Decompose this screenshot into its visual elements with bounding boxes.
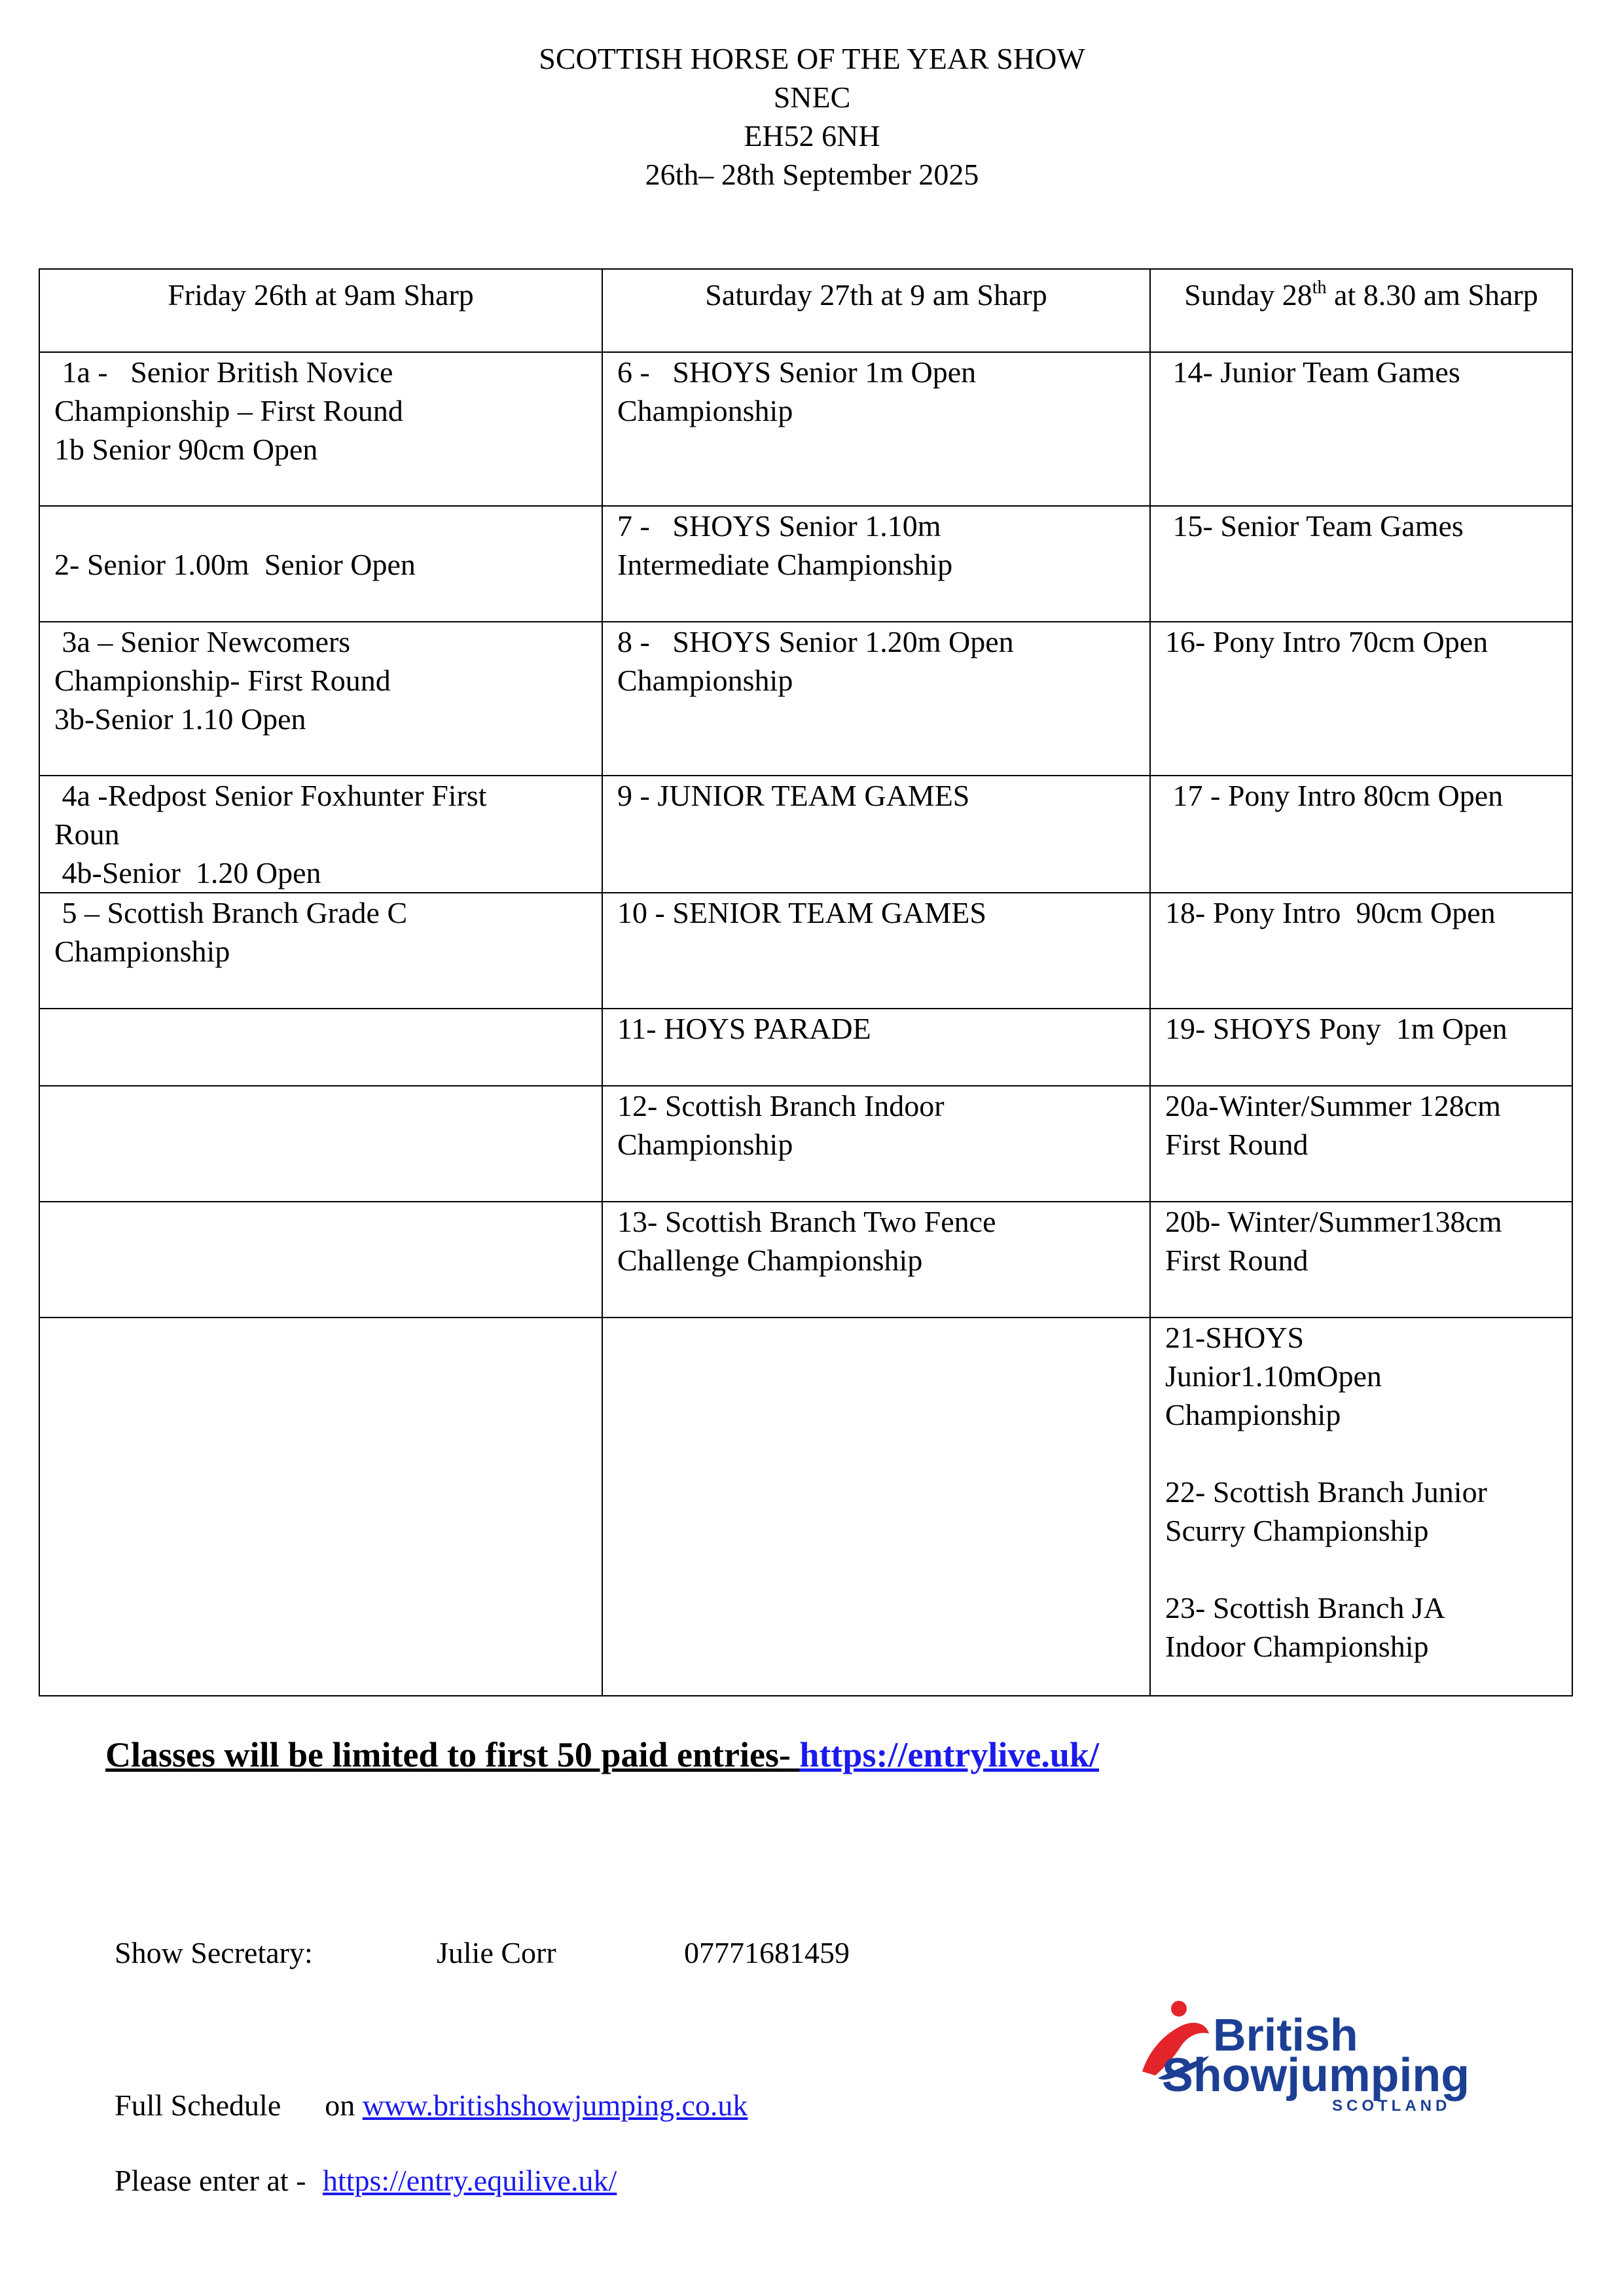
- sunday-cell: [1150, 1202, 1572, 1318]
- secretary-name: Julie Corr: [437, 1936, 556, 1969]
- table-row: [39, 1009, 1572, 1086]
- equilive-link[interactable]: https://entry.equilive.uk/: [322, 2164, 617, 2197]
- class-entry-line: Intermediate Championship: [617, 548, 953, 581]
- header-sunday-label-end: at 8.30 am Sharp: [1326, 278, 1538, 312]
- saturday-cell: [602, 1086, 1150, 1202]
- class-entry-line: 21-SHOYS: [1165, 1321, 1305, 1354]
- saturday-cell: [602, 506, 1150, 622]
- friday-cell: [39, 1086, 602, 1202]
- class-entry-line: 17 - Pony Intro 80cm Open: [1165, 779, 1504, 812]
- full-schedule-label: Full Schedule: [115, 2089, 281, 2122]
- class-entry-line: Challenge Championship: [617, 1244, 923, 1277]
- saturday-cell: [602, 1202, 1150, 1318]
- class-entry-line: 15- Senior Team Games: [1165, 509, 1464, 543]
- class-entry-line: 10 - SENIOR TEAM GAMES: [617, 896, 986, 929]
- logo-word-showjumping: Showjumping: [1162, 2049, 1470, 2102]
- britishshowjumping-link[interactable]: www.britishshowjumping.co.uk: [362, 2089, 748, 2122]
- class-entry-line: Championship: [617, 664, 793, 697]
- entry-limit-notice: [105, 1734, 1099, 1775]
- sunday-cell: [1150, 352, 1572, 506]
- saturday-cell: [602, 622, 1150, 776]
- secretary-label: Show Secretary:: [115, 1936, 313, 1969]
- header-sunday: [1150, 269, 1572, 352]
- entry-limit-text: Classes will be limited to first 50 paid entries-: [105, 1735, 791, 1774]
- sunday-cell: [1150, 1009, 1572, 1086]
- class-entry-line: 20a-Winter/Summer 128cm: [1165, 1089, 1501, 1122]
- class-entry-line: 14- Junior Team Games: [1165, 355, 1460, 389]
- saturday-cell: [602, 893, 1150, 1009]
- table-row: [39, 352, 1572, 506]
- class-entry-line: 13- Scottish Branch Two Fence: [617, 1205, 996, 1238]
- sunday-cell: [1150, 1318, 1572, 1696]
- saturday-cell: [602, 776, 1150, 893]
- class-entry-line: 1b Senior 90cm Open: [54, 433, 318, 466]
- full-schedule-line: [115, 2088, 748, 2123]
- table-row: [39, 776, 1572, 893]
- header-saturday-label: Saturday 27th at 9 am Sharp: [705, 278, 1047, 312]
- friday-cell: [39, 506, 602, 622]
- class-entry-line: 3b-Senior 1.10 Open: [54, 702, 306, 736]
- table-header-row: [39, 269, 1572, 352]
- class-entry-line: Championship: [617, 394, 793, 427]
- sunday-cell: [1150, 506, 1572, 622]
- sunday-cell: [1150, 893, 1572, 1009]
- sunday-cell: [1150, 622, 1572, 776]
- table-row: [39, 506, 1572, 622]
- british-showjumping-scotland-logo: [1136, 2000, 1476, 2117]
- class-entry-line: 12- Scottish Branch Indoor: [617, 1089, 945, 1122]
- class-entry-line: 20b- Winter/Summer138cm: [1165, 1205, 1502, 1238]
- class-entry-line: Championship: [54, 935, 230, 968]
- friday-cell: [39, 1009, 602, 1086]
- class-entry-line: Roun: [54, 817, 120, 851]
- table-row: [39, 1202, 1572, 1318]
- class-entry-line: 3a – Senior Newcomers: [54, 625, 351, 658]
- class-entry-line: 22- Scottish Branch Junior: [1165, 1475, 1487, 1509]
- class-entry-line: [1165, 1434, 1557, 1473]
- class-entry-line: 18- Pony Intro 90cm Open: [1165, 896, 1496, 929]
- show-dates: 26th– 28th September 2025: [645, 158, 979, 191]
- class-entry-line: 5 – Scottish Branch Grade C: [54, 896, 408, 929]
- schedule-table: [39, 268, 1573, 1696]
- class-entry-line: [54, 507, 587, 545]
- friday-cell: [39, 352, 602, 506]
- class-entry-line: 2- Senior 1.00m Senior Open: [54, 548, 416, 581]
- class-entry-line: 19- SHOYS Pony 1m Open: [1165, 1012, 1507, 1045]
- venue-postcode: EH52 6NH: [744, 119, 880, 152]
- venue-name: SNEC: [773, 81, 851, 114]
- class-entry-line: 4b-Senior 1.20 Open: [54, 856, 321, 889]
- logo-word-british: British: [1213, 2009, 1358, 2060]
- table-row: [39, 622, 1572, 776]
- class-entry-line: Scurry Championship: [1165, 1514, 1429, 1547]
- logo-word-scotland: SCOTLAND: [1332, 2097, 1451, 2115]
- document-header: [0, 39, 1624, 194]
- saturday-cell: [602, 1318, 1150, 1696]
- class-entry-line: [1165, 1550, 1557, 1588]
- header-friday: [39, 269, 602, 352]
- enter-line: [115, 2163, 617, 2198]
- friday-cell: [39, 1318, 602, 1696]
- class-entry-line: Championship – First Round: [54, 394, 403, 427]
- friday-cell: [39, 776, 602, 893]
- friday-cell: [39, 622, 602, 776]
- class-entry-line: Championship: [617, 1128, 793, 1161]
- header-sunday-sup: th: [1312, 278, 1327, 298]
- class-entry-line: 9 - JUNIOR TEAM GAMES: [617, 779, 970, 812]
- class-entry-line: First Round: [1165, 1128, 1308, 1161]
- saturday-cell: [602, 1009, 1150, 1086]
- class-entry-line: 23- Scottish Branch JA: [1165, 1591, 1446, 1624]
- show-secretary-line: [115, 1935, 850, 1970]
- saturday-cell: [602, 352, 1150, 506]
- friday-cell: [39, 1202, 602, 1318]
- full-schedule-on: on: [325, 2089, 355, 2122]
- secretary-phone: 07771681459: [684, 1936, 850, 1969]
- class-entry-line: Championship: [1165, 1398, 1341, 1431]
- class-entry-line: 7 - SHOYS Senior 1.10m: [617, 509, 941, 543]
- class-entry-line: First Round: [1165, 1244, 1308, 1277]
- header-saturday: [602, 269, 1150, 352]
- class-entry-line: 11- HOYS PARADE: [617, 1012, 871, 1045]
- class-entry-line: Championship- First Round: [54, 664, 391, 697]
- class-entry-line: 8 - SHOYS Senior 1.20m Open: [617, 625, 1014, 658]
- enter-label: Please enter at -: [115, 2164, 306, 2197]
- show-title: SCOTTISH HORSE OF THE YEAR SHOW: [539, 42, 1085, 75]
- header-friday-label: Friday 26th at 9am Sharp: [168, 278, 474, 312]
- class-entry-line: 16- Pony Intro 70cm Open: [1165, 625, 1489, 658]
- entrylive-link[interactable]: https://entrylive.uk/: [799, 1735, 1099, 1774]
- table-row: [39, 893, 1572, 1009]
- class-entry-line: Indoor Championship: [1165, 1630, 1429, 1663]
- class-entry-line: 4a -Redpost Senior Foxhunter First: [54, 779, 487, 812]
- table-row: [39, 1318, 1572, 1696]
- class-entry-line: Junior1.10mOpen: [1165, 1359, 1382, 1393]
- class-entry-line: 1a - Senior British Novice: [54, 355, 393, 389]
- sunday-cell: [1150, 776, 1572, 893]
- friday-cell: [39, 893, 602, 1009]
- table-row: [39, 1086, 1572, 1202]
- header-sunday-label: Sunday 28: [1184, 278, 1312, 312]
- sunday-cell: [1150, 1086, 1572, 1202]
- class-entry-line: 6 - SHOYS Senior 1m Open: [617, 355, 977, 389]
